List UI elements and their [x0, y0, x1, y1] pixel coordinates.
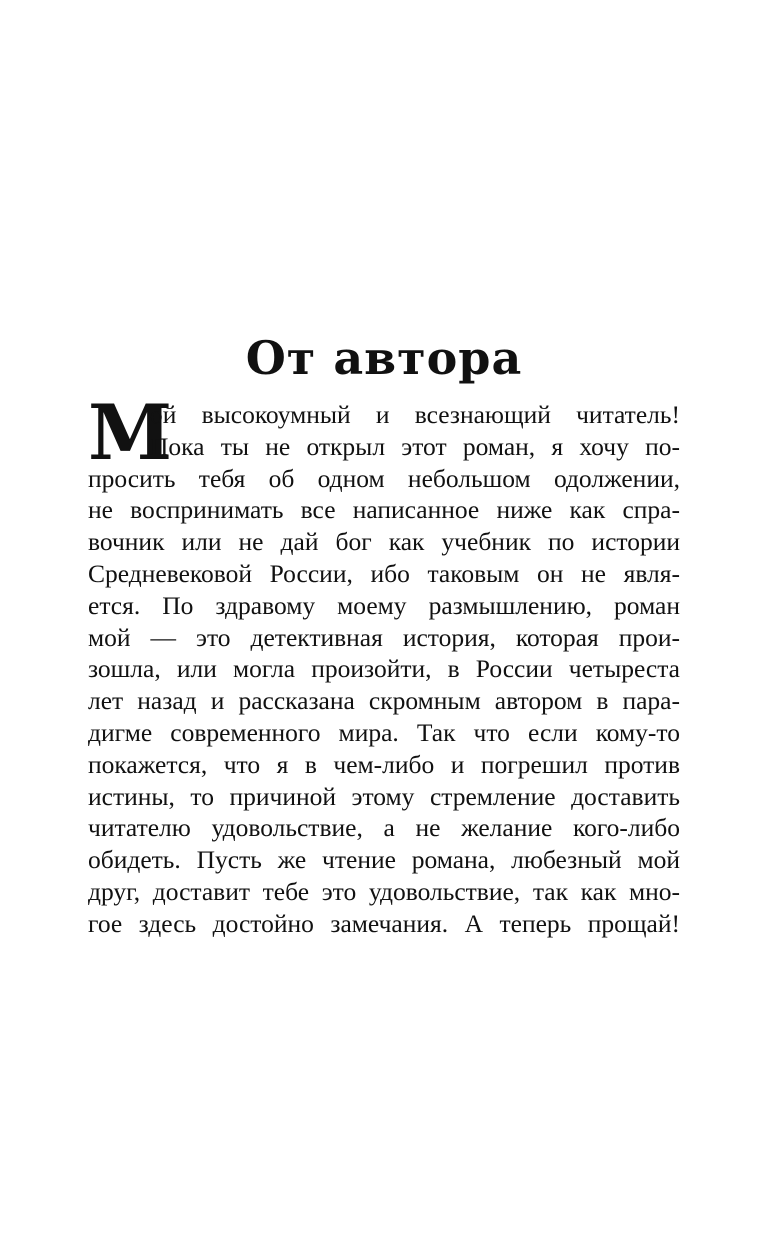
text-line: зошла, или могла произойти, в России четыреста	[88, 654, 680, 684]
text-line: ой высокоумный и всезнающий читатель!	[150, 400, 680, 429]
text-line: мой — это детективная история, которая прои-	[88, 622, 680, 652]
body-paragraph	[88, 388, 680, 940]
text-line: лет назад и рассказана скромным автором в пара-	[88, 686, 680, 716]
text-line: не воспринимать все написанное ниже как спра-	[88, 495, 680, 525]
text-line: вочник или не дай бог как учебник по истории	[88, 527, 680, 557]
text-line: Средневековой России, ибо таковым он не явля-	[88, 558, 680, 588]
text-line: истины, то причиной этому стремление доставить	[88, 781, 680, 811]
chapter-title: От автора	[245, 331, 523, 385]
text-line: Пока ты не открыл этот роман, я хочу по-	[150, 431, 680, 461]
text-line: покажется, что я в чем-либо и погрешил против	[88, 749, 680, 779]
drop-cap-letter: М	[88, 388, 173, 477]
text-line: просить тебя об одном небольшом одолжении,	[88, 463, 680, 493]
text-line: обидеть. Пусть же чтение романа, любезный мой	[88, 845, 680, 875]
text-line: гое здесь достойно замечания. А теперь прощай!	[88, 908, 680, 938]
text-line: друг, доставит тебе это удовольствие, так как мно-	[88, 876, 680, 906]
text-line: ется. По здравому моему размышлению, роман	[88, 590, 680, 620]
text-line: дигме современного мира. Так что если кому-то	[88, 717, 680, 747]
text-line: читателю удовольствие, а не желание кого-либо	[88, 813, 680, 843]
